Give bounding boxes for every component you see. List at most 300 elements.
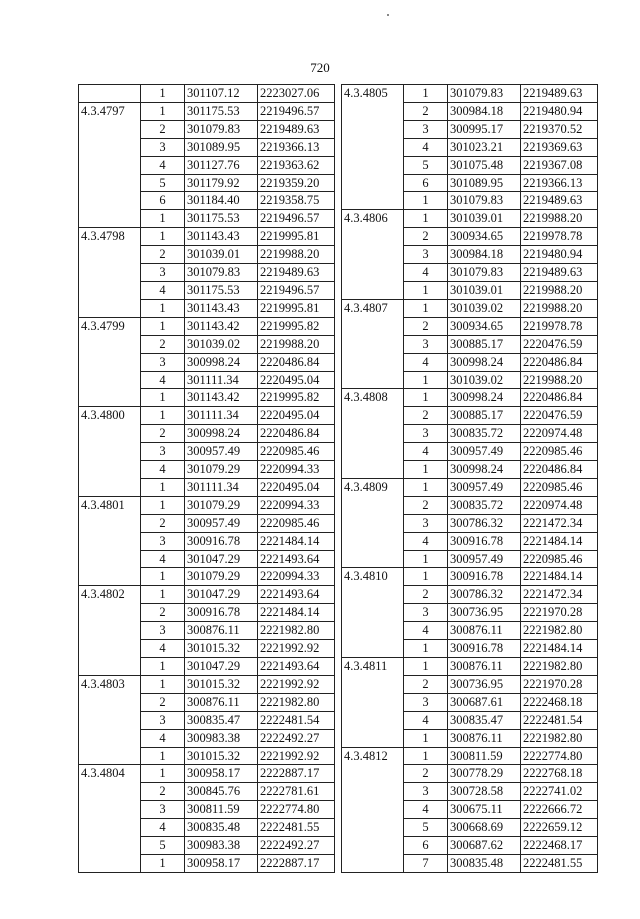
point-index: 4 (404, 138, 448, 156)
y-coordinate: 2221493.64 (258, 550, 335, 568)
y-coordinate: 2219995.81 (258, 228, 335, 246)
y-coordinate: 2222741.02 (521, 783, 598, 801)
point-index: 1 (141, 85, 185, 103)
y-coordinate: 2219988.20 (521, 281, 598, 299)
point-index: 1 (141, 747, 185, 765)
y-coordinate: 2221982.80 (521, 658, 598, 676)
x-coordinate: 300957.49 (185, 443, 258, 461)
x-coordinate: 300916.78 (448, 568, 521, 586)
x-coordinate: 301075.48 (448, 156, 521, 174)
y-coordinate: 2219366.13 (521, 174, 598, 192)
point-index: 2 (404, 102, 448, 120)
point-index: 4 (141, 729, 185, 747)
y-coordinate: 2221484.14 (258, 604, 335, 622)
x-coordinate: 300786.32 (448, 514, 521, 532)
point-index: 1 (404, 729, 448, 747)
point-index: 2 (141, 335, 185, 353)
y-coordinate: 2220486.84 (521, 389, 598, 407)
y-coordinate: 2221472.34 (521, 514, 598, 532)
x-coordinate: 301039.02 (448, 371, 521, 389)
x-coordinate: 300668.69 (448, 819, 521, 837)
point-index: 6 (141, 192, 185, 210)
y-coordinate: 2219370.52 (521, 120, 598, 138)
y-coordinate: 2219489.63 (258, 264, 335, 282)
y-coordinate: 2220974.48 (521, 425, 598, 443)
x-coordinate: 300957.49 (448, 478, 521, 496)
x-coordinate: 300835.72 (448, 496, 521, 514)
plot-id: 4.3.4806 (342, 210, 404, 300)
x-coordinate: 301079.83 (448, 85, 521, 103)
point-index: 3 (404, 425, 448, 443)
point-index: 1 (141, 389, 185, 407)
y-coordinate: 2222492.27 (258, 837, 335, 855)
x-coordinate: 300958.17 (185, 765, 258, 783)
x-coordinate: 300778.29 (448, 765, 521, 783)
y-coordinate: 2222481.55 (521, 854, 598, 872)
x-coordinate: 300957.49 (448, 443, 521, 461)
point-index: 1 (404, 568, 448, 586)
y-coordinate: 2221982.80 (258, 622, 335, 640)
x-coordinate: 300984.18 (448, 246, 521, 264)
point-index: 1 (404, 85, 448, 103)
plot-id: 4.3.4805 (342, 85, 404, 210)
x-coordinate: 300835.47 (185, 711, 258, 729)
x-coordinate: 300957.49 (185, 514, 258, 532)
point-index: 2 (141, 783, 185, 801)
x-coordinate: 300995.17 (448, 120, 521, 138)
x-coordinate: 301143.42 (185, 317, 258, 335)
point-index: 2 (404, 496, 448, 514)
y-coordinate: 2221992.92 (258, 675, 335, 693)
x-coordinate: 301127.76 (185, 156, 258, 174)
point-index: 3 (404, 335, 448, 353)
point-index: 2 (141, 120, 185, 138)
table-row (79, 407, 335, 425)
point-index: 2 (404, 586, 448, 604)
point-index: 3 (404, 246, 448, 264)
table-row (79, 85, 335, 103)
point-index: 7 (404, 854, 448, 872)
y-coordinate: 2220486.84 (258, 353, 335, 371)
y-coordinate: 2222468.18 (521, 693, 598, 711)
x-coordinate: 301143.43 (185, 228, 258, 246)
x-coordinate: 300998.24 (185, 353, 258, 371)
x-coordinate: 301015.32 (185, 747, 258, 765)
point-index: 5 (141, 837, 185, 855)
plot-id: 4.3.4798 (79, 228, 141, 318)
y-coordinate: 2220985.46 (258, 443, 335, 461)
point-index: 1 (141, 228, 185, 246)
plot-id (79, 85, 141, 103)
table-row (342, 299, 598, 317)
x-coordinate: 300876.11 (448, 658, 521, 676)
point-index: 4 (141, 461, 185, 479)
x-coordinate: 301107.12 (185, 85, 258, 103)
point-index: 5 (404, 156, 448, 174)
point-index: 1 (404, 478, 448, 496)
y-coordinate: 2219995.82 (258, 389, 335, 407)
y-coordinate: 2219480.94 (521, 246, 598, 264)
point-index: 1 (404, 747, 448, 765)
y-coordinate: 2221982.80 (521, 729, 598, 747)
plot-id: 4.3.4797 (79, 102, 141, 227)
x-coordinate: 301079.83 (448, 192, 521, 210)
y-coordinate: 2219496.57 (258, 102, 335, 120)
table-row (342, 568, 598, 586)
y-coordinate: 2219363.62 (258, 156, 335, 174)
point-index: 1 (141, 765, 185, 783)
point-index: 3 (141, 264, 185, 282)
y-coordinate: 2220985.46 (521, 478, 598, 496)
x-coordinate: 301175.53 (185, 281, 258, 299)
x-coordinate: 300983.38 (185, 837, 258, 855)
y-coordinate: 2222481.54 (521, 711, 598, 729)
x-coordinate: 301039.01 (448, 210, 521, 228)
x-coordinate: 300876.11 (448, 622, 521, 640)
point-index: 1 (141, 568, 185, 586)
point-index: 5 (141, 174, 185, 192)
point-index: 2 (141, 693, 185, 711)
point-index: 3 (141, 532, 185, 550)
x-coordinate: 300835.47 (448, 711, 521, 729)
point-index: 1 (141, 407, 185, 425)
y-coordinate: 2222774.80 (521, 747, 598, 765)
x-coordinate: 300934.65 (448, 228, 521, 246)
x-coordinate: 300876.11 (448, 729, 521, 747)
plot-id: 4.3.4807 (342, 299, 404, 389)
y-coordinate: 2219358.75 (258, 192, 335, 210)
x-coordinate: 301111.34 (185, 371, 258, 389)
x-coordinate: 300934.65 (448, 317, 521, 335)
plot-id: 4.3.4809 (342, 478, 404, 568)
point-index: 4 (141, 550, 185, 568)
table-row (342, 478, 598, 496)
x-coordinate: 301047.29 (185, 658, 258, 676)
y-coordinate: 2219988.20 (258, 246, 335, 264)
y-coordinate: 2220486.84 (521, 461, 598, 479)
point-index: 2 (404, 407, 448, 425)
table-row (79, 228, 335, 246)
x-coordinate: 301079.83 (448, 264, 521, 282)
point-index: 2 (141, 514, 185, 532)
x-coordinate: 300958.17 (185, 854, 258, 872)
y-coordinate: 2220495.04 (258, 371, 335, 389)
x-coordinate: 301015.32 (185, 675, 258, 693)
point-index: 6 (404, 837, 448, 855)
y-coordinate: 2220486.84 (521, 353, 598, 371)
x-coordinate: 300687.61 (448, 693, 521, 711)
point-index: 4 (404, 264, 448, 282)
y-coordinate: 2219496.57 (258, 281, 335, 299)
y-coordinate: 2220985.46 (258, 514, 335, 532)
point-index: 4 (404, 532, 448, 550)
point-index: 4 (141, 640, 185, 658)
x-coordinate: 301039.01 (185, 246, 258, 264)
point-index: 1 (404, 550, 448, 568)
y-coordinate: 2219489.63 (521, 85, 598, 103)
point-index: 1 (404, 640, 448, 658)
x-coordinate: 300675.11 (448, 801, 521, 819)
x-coordinate: 301039.01 (448, 281, 521, 299)
y-coordinate: 2220974.48 (521, 496, 598, 514)
y-coordinate: 2222481.54 (258, 711, 335, 729)
point-index: 3 (404, 693, 448, 711)
y-coordinate: 2221493.64 (258, 658, 335, 676)
x-coordinate: 300957.49 (448, 550, 521, 568)
y-coordinate: 2219988.20 (521, 299, 598, 317)
y-coordinate: 2220985.46 (521, 550, 598, 568)
y-coordinate: 2221982.80 (258, 693, 335, 711)
point-index: 4 (141, 281, 185, 299)
point-index: 3 (141, 353, 185, 371)
x-coordinate: 300811.59 (185, 801, 258, 819)
table-row (79, 102, 335, 120)
table-row (79, 586, 335, 604)
point-index: 1 (141, 102, 185, 120)
y-coordinate: 2221982.80 (521, 622, 598, 640)
plot-id: 4.3.4810 (342, 568, 404, 658)
plot-id: 4.3.4812 (342, 747, 404, 872)
x-coordinate: 301089.95 (185, 138, 258, 156)
scan-speck (387, 14, 389, 16)
y-coordinate: 2219489.63 (258, 120, 335, 138)
x-coordinate: 300811.59 (448, 747, 521, 765)
point-index: 1 (404, 299, 448, 317)
y-coordinate: 2221472.34 (521, 586, 598, 604)
y-coordinate: 2219995.82 (258, 317, 335, 335)
point-index: 5 (404, 819, 448, 837)
y-coordinate: 2222492.27 (258, 729, 335, 747)
y-coordinate: 2221484.14 (258, 532, 335, 550)
point-index: 2 (404, 675, 448, 693)
page-number: 720 (310, 60, 330, 75)
point-index: 1 (404, 281, 448, 299)
x-coordinate: 300835.48 (185, 819, 258, 837)
x-coordinate: 301015.32 (185, 640, 258, 658)
y-coordinate: 2221992.92 (258, 640, 335, 658)
y-coordinate: 2219480.94 (521, 102, 598, 120)
y-coordinate: 2221484.14 (521, 532, 598, 550)
point-index: 1 (404, 192, 448, 210)
point-index: 1 (141, 299, 185, 317)
point-index: 1 (141, 496, 185, 514)
point-index: 2 (404, 228, 448, 246)
point-index: 2 (404, 765, 448, 783)
x-coordinate: 300876.11 (185, 693, 258, 711)
x-coordinate: 301175.53 (185, 210, 258, 228)
x-coordinate: 300835.72 (448, 425, 521, 443)
y-coordinate: 2219489.63 (521, 192, 598, 210)
x-coordinate: 301111.34 (185, 478, 258, 496)
x-coordinate: 301047.29 (185, 550, 258, 568)
x-coordinate: 301047.29 (185, 586, 258, 604)
y-coordinate: 2219489.63 (521, 264, 598, 282)
x-coordinate: 301143.43 (185, 299, 258, 317)
point-index: 6 (404, 174, 448, 192)
table-row (79, 675, 335, 693)
x-coordinate: 300885.17 (448, 407, 521, 425)
x-coordinate: 300876.11 (185, 622, 258, 640)
table-row (79, 765, 335, 783)
x-coordinate: 300983.38 (185, 729, 258, 747)
y-coordinate: 2219988.20 (258, 335, 335, 353)
plot-id: 4.3.4811 (342, 658, 404, 748)
table-row (342, 747, 598, 765)
table-row (342, 85, 598, 103)
point-index: 3 (404, 120, 448, 138)
x-coordinate: 300998.24 (448, 461, 521, 479)
point-index: 4 (404, 353, 448, 371)
table-row (79, 496, 335, 514)
y-coordinate: 2219978.78 (521, 317, 598, 335)
y-coordinate: 2219367.08 (521, 156, 598, 174)
x-coordinate: 300916.78 (448, 640, 521, 658)
x-coordinate: 300916.78 (448, 532, 521, 550)
x-coordinate: 301089.95 (448, 174, 521, 192)
y-coordinate: 2219496.57 (258, 210, 335, 228)
y-coordinate: 2220994.33 (258, 568, 335, 586)
table-row (79, 317, 335, 335)
point-index: 1 (141, 658, 185, 676)
y-coordinate: 2220994.33 (258, 461, 335, 479)
y-coordinate: 2221970.28 (521, 604, 598, 622)
point-index: 1 (141, 675, 185, 693)
y-coordinate: 2221484.14 (521, 640, 598, 658)
y-coordinate: 2220985.46 (521, 443, 598, 461)
y-coordinate: 2221992.92 (258, 747, 335, 765)
plot-id: 4.3.4803 (79, 675, 141, 765)
point-index: 4 (404, 443, 448, 461)
point-index: 1 (404, 658, 448, 676)
point-index: 3 (404, 783, 448, 801)
x-coordinate: 300885.17 (448, 335, 521, 353)
y-coordinate: 2221493.64 (258, 586, 335, 604)
y-coordinate: 2219995.81 (258, 299, 335, 317)
point-index: 3 (404, 604, 448, 622)
point-index: 2 (141, 425, 185, 443)
point-index: 3 (141, 801, 185, 819)
y-coordinate: 2220994.33 (258, 496, 335, 514)
y-coordinate: 2222666.72 (521, 801, 598, 819)
y-coordinate: 2221970.28 (521, 675, 598, 693)
plot-id: 4.3.4801 (79, 496, 141, 586)
x-coordinate: 300728.58 (448, 783, 521, 801)
point-index: 3 (141, 443, 185, 461)
point-index: 4 (404, 801, 448, 819)
x-coordinate: 300835.48 (448, 854, 521, 872)
y-coordinate: 2222774.80 (258, 801, 335, 819)
x-coordinate: 300845.76 (185, 783, 258, 801)
y-coordinate: 2219988.20 (521, 371, 598, 389)
y-coordinate: 2220486.84 (258, 425, 335, 443)
y-coordinate: 2222768.18 (521, 765, 598, 783)
x-coordinate: 300916.78 (185, 604, 258, 622)
x-coordinate: 301143.42 (185, 389, 258, 407)
table-row (342, 389, 598, 407)
x-coordinate: 301079.29 (185, 568, 258, 586)
table-row (342, 210, 598, 228)
x-coordinate: 300998.24 (185, 425, 258, 443)
coordinate-table-left (78, 84, 335, 873)
point-index: 3 (404, 514, 448, 532)
x-coordinate: 301179.92 (185, 174, 258, 192)
point-index: 2 (141, 604, 185, 622)
point-index: 4 (141, 819, 185, 837)
y-coordinate: 2222781.61 (258, 783, 335, 801)
point-index: 1 (141, 586, 185, 604)
x-coordinate: 300687.62 (448, 837, 521, 855)
y-coordinate: 2222887.17 (258, 765, 335, 783)
point-index: 3 (141, 622, 185, 640)
point-index: 3 (141, 138, 185, 156)
y-coordinate: 2223027.06 (258, 85, 335, 103)
x-coordinate: 301175.53 (185, 102, 258, 120)
x-coordinate: 301079.83 (185, 264, 258, 282)
point-index: 2 (141, 246, 185, 264)
x-coordinate: 300998.24 (448, 353, 521, 371)
point-index: 1 (404, 389, 448, 407)
point-index: 1 (141, 478, 185, 496)
point-index: 1 (141, 317, 185, 335)
plot-id: 4.3.4800 (79, 407, 141, 497)
y-coordinate: 2220495.04 (258, 407, 335, 425)
y-coordinate: 2219366.13 (258, 138, 335, 156)
x-coordinate: 301039.02 (448, 299, 521, 317)
x-coordinate: 300984.18 (448, 102, 521, 120)
plot-id: 4.3.4804 (79, 765, 141, 872)
point-index: 2 (404, 317, 448, 335)
x-coordinate: 300736.95 (448, 675, 521, 693)
x-coordinate: 301111.34 (185, 407, 258, 425)
y-coordinate: 2220495.04 (258, 478, 335, 496)
point-index: 1 (141, 210, 185, 228)
y-coordinate: 2219359.20 (258, 174, 335, 192)
point-index: 4 (141, 371, 185, 389)
y-coordinate: 2220476.59 (521, 407, 598, 425)
plot-id: 4.3.4799 (79, 317, 141, 407)
table-row (342, 658, 598, 676)
x-coordinate: 301079.83 (185, 120, 258, 138)
plot-id: 4.3.4802 (79, 586, 141, 676)
x-coordinate: 300916.78 (185, 532, 258, 550)
point-index: 1 (141, 854, 185, 872)
y-coordinate: 2222659.12 (521, 819, 598, 837)
x-coordinate: 301184.40 (185, 192, 258, 210)
y-coordinate: 2222481.55 (258, 819, 335, 837)
y-coordinate: 2219978.78 (521, 228, 598, 246)
x-coordinate: 301079.29 (185, 461, 258, 479)
x-coordinate: 300998.24 (448, 389, 521, 407)
plot-id: 4.3.4808 (342, 389, 404, 479)
y-coordinate: 2222468.17 (521, 837, 598, 855)
point-index: 4 (141, 156, 185, 174)
coordinate-table-right (341, 84, 598, 873)
x-coordinate: 300736.95 (448, 604, 521, 622)
point-index: 4 (404, 622, 448, 640)
y-coordinate: 2220476.59 (521, 335, 598, 353)
point-index: 4 (404, 711, 448, 729)
point-index: 1 (404, 461, 448, 479)
x-coordinate: 301079.29 (185, 496, 258, 514)
x-coordinate: 300786.32 (448, 586, 521, 604)
y-coordinate: 2222887.17 (258, 854, 335, 872)
y-coordinate: 2219988.20 (521, 210, 598, 228)
x-coordinate: 301039.02 (185, 335, 258, 353)
y-coordinate: 2219369.63 (521, 138, 598, 156)
x-coordinate: 301023.21 (448, 138, 521, 156)
point-index: 3 (141, 711, 185, 729)
y-coordinate: 2221484.14 (521, 568, 598, 586)
